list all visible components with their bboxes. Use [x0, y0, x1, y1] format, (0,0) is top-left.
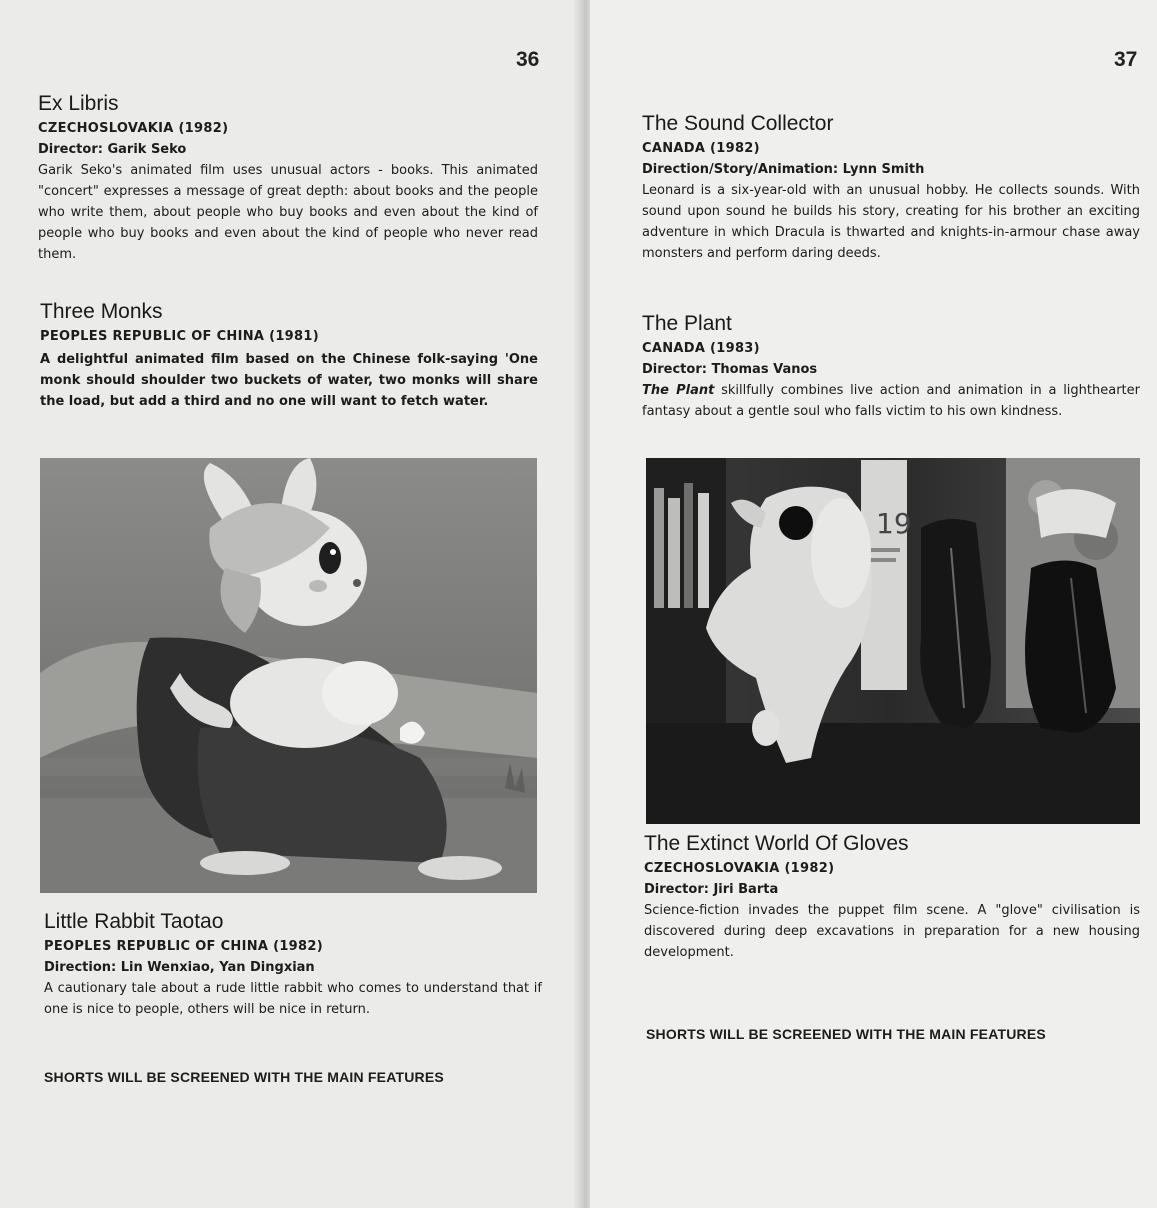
entry-country: PEOPLES REPUBLIC OF CHINA (1982) [44, 939, 323, 954]
animated-rabbit-icon [40, 458, 537, 893]
footer-note: SHORTS WILL BE SCREENED WITH THE MAIN FEATURES [44, 1069, 444, 1085]
entry-description [642, 380, 1140, 422]
entry-description: Science-fiction invades the puppet film scene. A "glove" civilisation is discovered during deep excavations in preparation for a new housing development. [644, 903, 1140, 960]
entry-title: The Extinct World Of Gloves [644, 832, 909, 855]
entry-title: Ex Libris [38, 92, 119, 115]
entry-description: A cautionary tale about a rude little rabbit who comes to understand that if one is nice to people, others will be nice in return. [44, 981, 542, 1017]
entry-credit: Direction/Story/Animation: Lynn Smith [642, 162, 925, 177]
film-title-emphasis: The Plant [642, 383, 715, 398]
entry-ex-libris [38, 92, 538, 265]
entry-description: A delightful animated film based on the Chinese folk-saying 'One monk should shoulder two buckets of water, two monks will share the load, but add a third and no one will want to fetch water. [40, 352, 538, 409]
entry-credit: Direction: Lin Wenxiao, Yan Dingxian [44, 960, 315, 975]
entry-description: Leonard is a six-year-old with an unusual hobby. He collects sounds. With sound upon sound he builds his story, creating for his brother an exciting adventure in which Dracula is thwarted and knights-in-armour chase away monsters and perform daring deeds. [642, 183, 1140, 261]
entry-country: CZECHOSLOVAKIA (1982) [38, 121, 229, 136]
entry-sound-collector [642, 112, 1140, 264]
entry-country: CANADA (1982) [642, 141, 760, 156]
puppet-glove-icon [646, 458, 1140, 824]
entry-credit: Director: Garik Seko [38, 142, 187, 157]
film-still-plant [646, 458, 1140, 824]
entry-country: CZECHOSLOVAKIA (1982) [644, 861, 835, 876]
page-number: 37 [1114, 48, 1138, 71]
entry-title: The Plant [642, 312, 732, 335]
description-text: skillfully combines live action and animation in a lighthearter fantasy about a gentle soul who falls victim to his own kindness. [642, 383, 1140, 419]
entry-country: CANADA (1983) [642, 341, 760, 356]
entry-extinct-world-of-gloves [644, 832, 1140, 963]
entry-three-monks [40, 300, 538, 412]
left-page [0, 0, 578, 1208]
right-page [590, 0, 1157, 1208]
entry-the-plant [642, 312, 1140, 422]
footer-note: SHORTS WILL BE SCREENED WITH THE MAIN FEATURES [646, 1026, 1046, 1042]
page-number: 36 [516, 48, 540, 71]
svg-text:19: 19 [876, 507, 912, 540]
entry-credit: Director: Jiri Barta [644, 882, 779, 897]
entry-little-rabbit-taotao [44, 910, 542, 1020]
entry-credit: Director: Thomas Vanos [642, 362, 818, 377]
entry-title: The Sound Collector [642, 112, 834, 135]
entry-title: Little Rabbit Taotao [44, 910, 224, 933]
entry-title: Three Monks [40, 300, 163, 323]
entry-description: Garik Seko's animated film uses unusual actors - books. This animated "concert" expresses a message of great depth: about books and the people who write them, about people who buy books and even about the kind of people who buy books and even about the kind of people who never read them. [38, 163, 538, 262]
film-still-rabbit [40, 458, 537, 893]
entry-country: PEOPLES REPUBLIC OF CHINA (1981) [40, 329, 319, 344]
